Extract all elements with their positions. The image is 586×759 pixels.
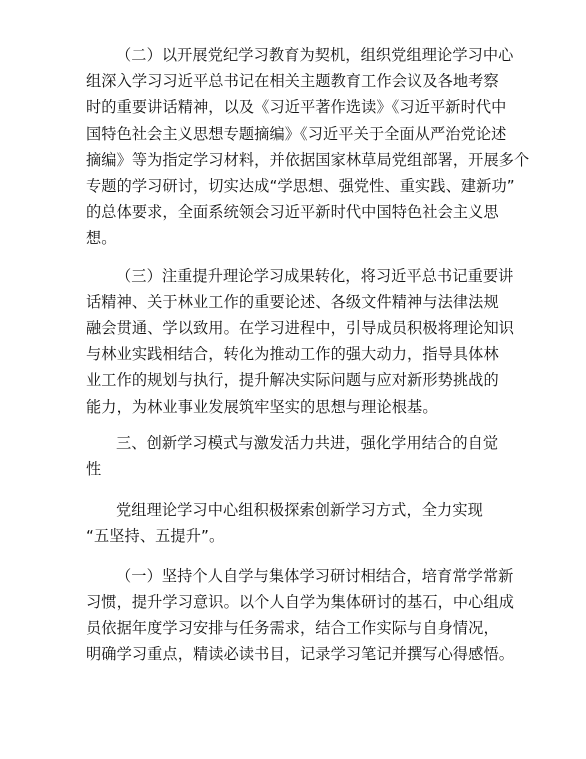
text-line: 组深入学习习近平总书记在相关主题教育工作会议及各地考察 [86, 72, 499, 91]
paragraph-section-2-item-3 [86, 263, 515, 420]
text-line: 党组理论学习中心组积极探索创新学习方式，全力实现 [116, 501, 483, 520]
section-3-heading [86, 430, 502, 482]
text-line: 想。 [86, 229, 117, 248]
text-line: “五坚持、五提升”。 [86, 527, 225, 546]
text-line: （二）以开展党纪学习教育为契机，组织党组理论学习中心 [116, 46, 514, 64]
text-line: 性 [86, 460, 102, 479]
text-line: 与林业实践相结合，转化为推动工作的强大动力，指导具体林 [86, 345, 499, 364]
text-line: 三、创新学习模式与激发活力共进，强化学用结合的自觉 [116, 433, 499, 452]
text-line: （一）坚持个人自学与集体学习研讨相结合，培育常学常新 [116, 566, 514, 585]
text-line: 业工作的规划与执行，提升解决实际问题与应对新形势挑战的 [86, 371, 499, 390]
section-3-intro [86, 497, 502, 549]
text-line: 能力，为林业事业发展筑牢坚实的思想与理论根基。 [86, 397, 438, 416]
text-line: 习惯，提升学习意识。以个人自学为集体研讨的基石，中心组成 [86, 592, 515, 611]
text-line: 的总体要求，全面系统领会习近平新时代中国特色社会主义思 [86, 203, 499, 222]
text-line: 融会贯通、学以致用。在学习进程中，引导成员积极将理论知识 [86, 319, 515, 338]
text-line: 时的重要讲话精神，以及《习近平著作选读》《习近平新时代中 [86, 98, 507, 117]
paragraph-section-2-item-2 [86, 42, 530, 252]
text-line: 专题的学习研讨，切实达成“学思想、强党性、重实践、建新功” [86, 177, 515, 196]
text-line: 摘编》等为指定学习材料，并依据国家林草局党组部署，开展多个 [86, 150, 530, 169]
text-line: 话精神、关于林业工作的重要论述、各级文件精神与法律法规 [86, 292, 499, 311]
text-line: 员依据年度学习安排与任务需求，结合工作实际与自身情况， [86, 619, 499, 638]
text-line: 明确学习重点，精读必读书目，记录学习笔记并撰写心得感悟。 [86, 645, 515, 664]
paragraph-section-3-item-1 [86, 563, 515, 668]
text-line: 国特色社会主义思想专题摘编》《习近平关于全面从严治党论述 [86, 124, 507, 143]
document-body [86, 42, 530, 667]
text-line: （三）注重提升理论学习成果转化，将习近平总书记重要讲 [116, 266, 514, 285]
